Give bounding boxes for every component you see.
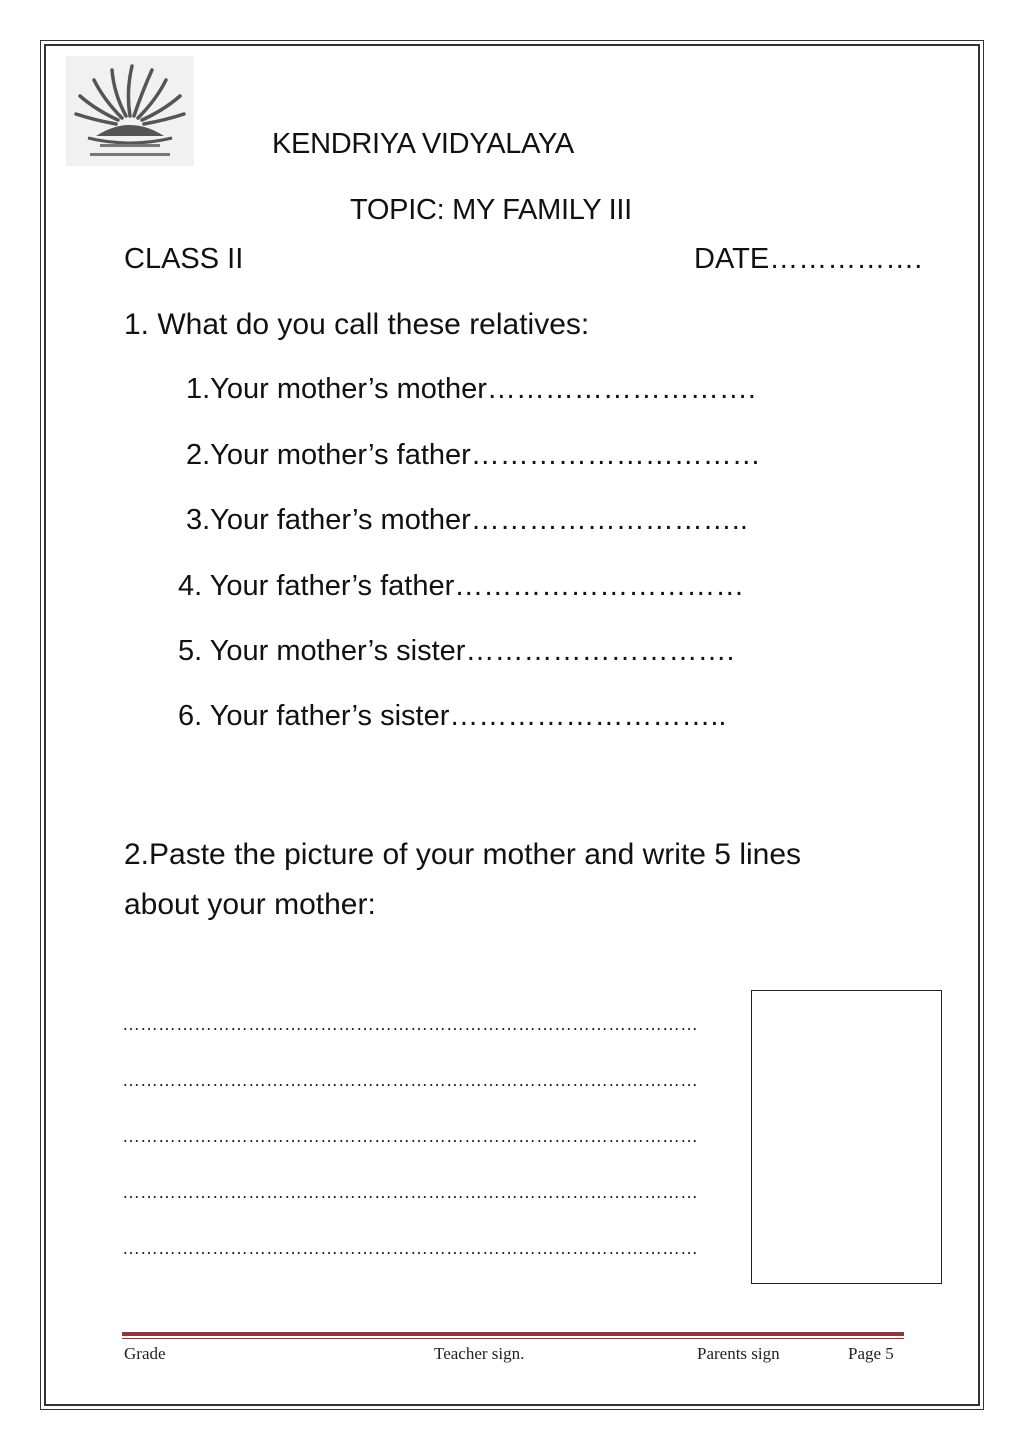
footer-grade: Grade <box>124 1344 166 1363</box>
photo-paste-box[interactable] <box>751 990 942 1284</box>
question-1-prompt: 1. What do you call these relatives: <box>124 308 590 341</box>
worksheet-topic: TOPIC: MY FAMILY III <box>350 194 632 226</box>
footer-rule-thin <box>122 1338 904 1339</box>
footer-page-number: Page 5 <box>848 1344 894 1363</box>
question-2-prompt: 2.Paste the picture of your mother and write 5 lines about your mother: <box>124 838 802 921</box>
school-name: KENDRIYA VIDYALAYA <box>272 128 574 160</box>
class-label: CLASS II <box>124 243 244 275</box>
question-1-item[interactable]: 5. Your mother’s sister………………………. <box>178 635 735 667</box>
writing-line[interactable]: …………………………………………………………………………………… <box>122 1070 698 1090</box>
writing-line[interactable]: …………………………………………………………………………………… <box>122 1182 698 1202</box>
date-field[interactable]: DATE……………. <box>694 243 923 275</box>
question-1-item[interactable]: 4. Your father’s father………………………… <box>178 570 745 602</box>
writing-line[interactable]: …………………………………………………………………………………… <box>122 1238 698 1258</box>
question-1-item[interactable]: 6. Your father’s sister……………………….. <box>178 700 727 732</box>
footer-rule <box>122 1332 904 1336</box>
school-logo-icon <box>66 56 194 166</box>
writing-line[interactable]: …………………………………………………………………………………… <box>122 1014 698 1034</box>
footer-parents-sign: Parents sign <box>697 1344 780 1363</box>
footer-teacher-sign: Teacher sign. <box>434 1344 525 1363</box>
question-1-item[interactable]: 2.Your mother’s father………………………… <box>186 439 761 471</box>
question-1-item[interactable]: 1.Your mother’s mother………………………. <box>186 373 756 405</box>
question-1-item[interactable]: 3.Your father’s mother……………………….. <box>186 504 748 536</box>
writing-line[interactable]: …………………………………………………………………………………… <box>122 1126 698 1146</box>
